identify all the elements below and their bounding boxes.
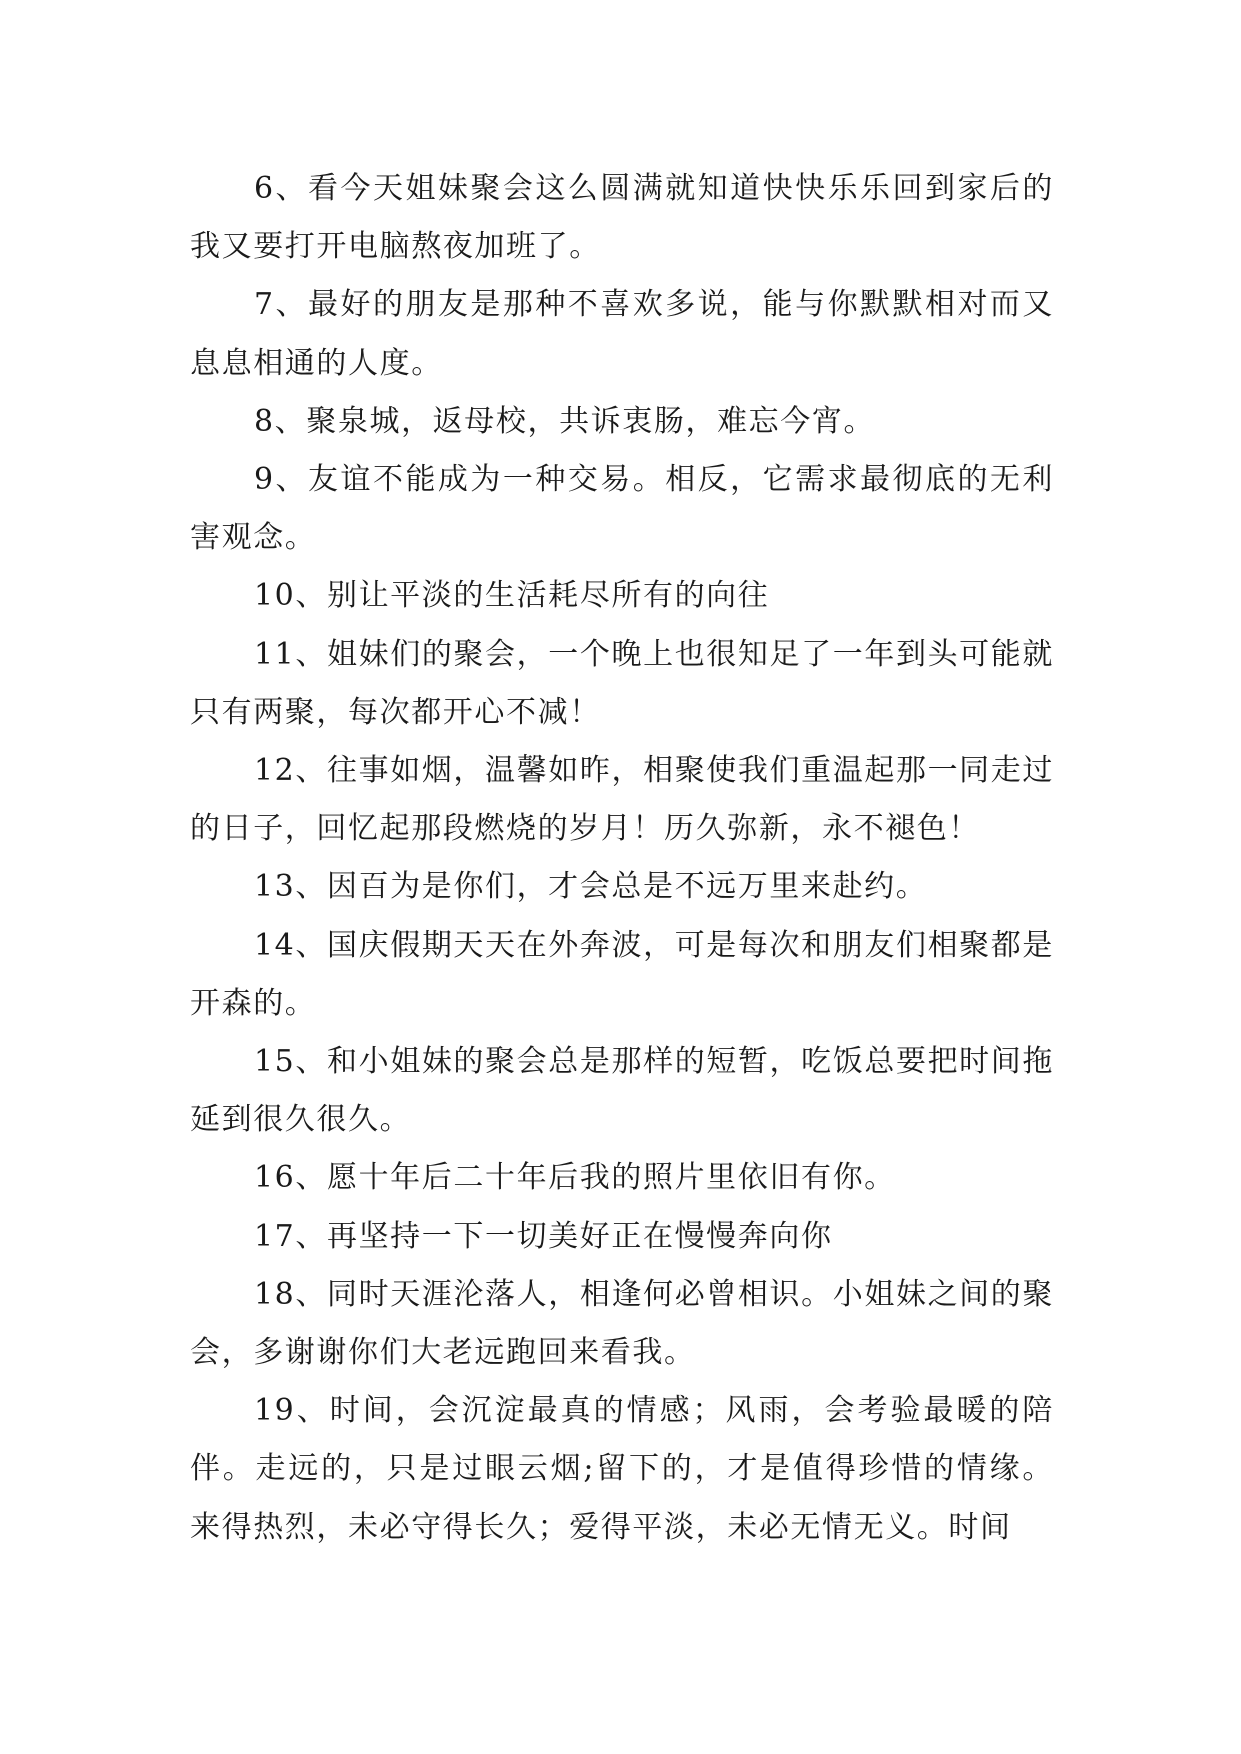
paragraph-8: 8、聚泉城，返母校，共诉衷肠，难忘今宵。 xyxy=(254,403,876,439)
paragraph-11: 11、姐妹们的聚会，一个晚上也很知足了一年到头可能就只有两聚，每次都开心不减！ xyxy=(190,636,1054,730)
paragraph-10: 10、别让平淡的生活耗尽所有的向往 xyxy=(254,578,770,614)
paragraph-9: 9、友谊不能成为一种交易。相反，它需求最彻底的无利害观念。 xyxy=(190,462,1054,556)
paragraph-17: 17、再坚持一下一切美好正在慢慢奔向你 xyxy=(254,1218,833,1254)
paragraph-18: 18、同时天涯沦落人，相逢何必曾相识。小姐妹之间的聚会，多谢谢你们大老远跑回来看我。 xyxy=(190,1276,1054,1371)
paragraph-14: 14、国庆假期天天在外奔波，可是每次和朋友们相聚都是开森的。 xyxy=(190,927,1054,1021)
paragraph-7: 7、最好的朋友是那种不喜欢多说，能与你默默相对而又息息相通的人度。 xyxy=(190,287,1054,381)
paragraph-19: 19、时间，会沉淀最真的情感；风雨，会考验最暖的陪伴。走远的，只是过眼云烟;留下的，才是值得珍惜的情缘。来得热烈，未必守得长久；爱得平淡，未必无情无义。时间 xyxy=(190,1393,1054,1545)
paragraph-12: 12、往事如烟，温馨如昨，相聚使我们重温起那一同走过的日子，回忆起那段燃烧的岁月！历久弥新，永不褪色！ xyxy=(190,753,1054,847)
paragraph-16: 16、愿十年后二十年后我的照片里依旧有你。 xyxy=(254,1160,896,1196)
document-body xyxy=(190,160,1054,1557)
paragraph-15: 15、和小姐妹的聚会总是那样的短暂，吃饭总要把时间拖延到很久很久。 xyxy=(190,1044,1054,1138)
paragraph-13: 13、因百为是你们，才会总是不远万里来赴约。 xyxy=(254,869,928,905)
paragraph-6: 6、看今天姐妹聚会这么圆满就知道快快乐乐回到家后的我又要打开电脑熬夜加班了。 xyxy=(190,171,1054,265)
